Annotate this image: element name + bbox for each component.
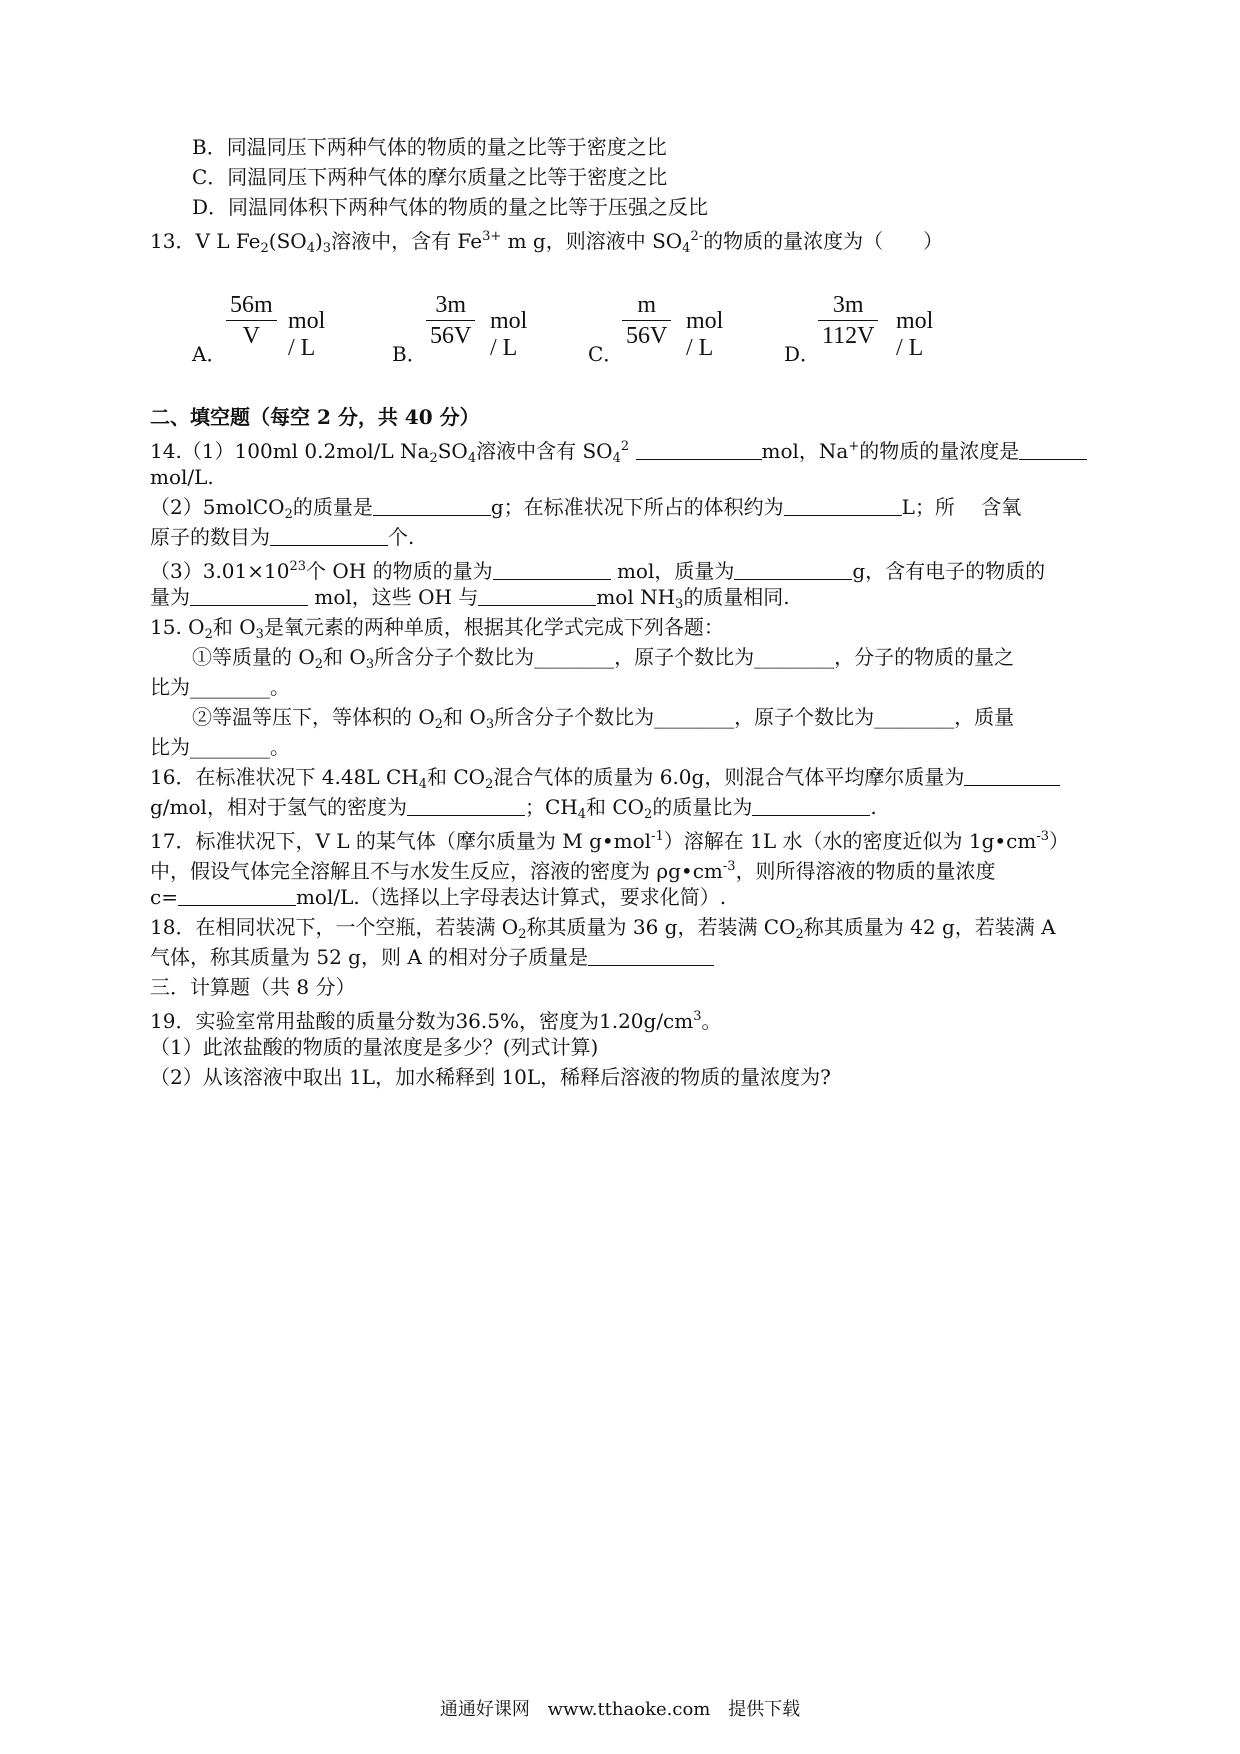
- answer-blank[interactable]: [270, 523, 388, 546]
- q14-text: g，含有电子的物质的: [852, 559, 1046, 583]
- q18-line2: [150, 942, 1100, 972]
- q14-text: mol，这些 OH 与: [314, 585, 479, 609]
- subscript: 4: [467, 451, 477, 466]
- q15-line5: 比为________。: [150, 735, 290, 759]
- numerator: 56m: [230, 292, 273, 318]
- footer-text: 提供下载: [728, 1699, 801, 1720]
- q19-line1: [150, 1002, 1100, 1036]
- option-letter: D．: [784, 342, 821, 366]
- q12-option-b: B．同温同压下两种气体的物质的量之比等于密度之比: [192, 135, 667, 159]
- answer-blank[interactable]: [178, 883, 296, 906]
- answer-blank[interactable]: [1019, 437, 1087, 460]
- page-footer: [0, 1695, 1240, 1721]
- q15-text: 和 O: [323, 645, 366, 669]
- q19-line2: （1）此浓盐酸的物质的量浓度是多少？(列式计算): [150, 1035, 599, 1059]
- subscript: 2: [644, 807, 653, 822]
- option-letter: C．: [588, 342, 624, 366]
- q16-text: .: [870, 795, 877, 819]
- answer-blank[interactable]: [493, 557, 611, 580]
- q16-text: 16．在标准状况下 4.48L CH: [150, 765, 419, 789]
- superscript: -3: [722, 859, 736, 874]
- q19-text: 。: [701, 1009, 722, 1033]
- q16-text: g/mol，相对于氢气的密度为: [150, 795, 407, 819]
- q14-text: 原子的数目为: [150, 525, 270, 549]
- denominator: 56V: [626, 323, 668, 349]
- q14-text: （3）3.01×10: [150, 559, 290, 583]
- answer-blank[interactable]: [734, 557, 852, 580]
- q18-text: 气体，称其质量为 52 g，则 A 的相对分子质量是: [150, 945, 589, 969]
- superscript: 3+: [482, 229, 502, 244]
- fraction: [818, 290, 878, 351]
- numerator: m: [637, 292, 656, 318]
- q18-text: 称其质量为 42 g，若装满 A: [803, 915, 1056, 939]
- q14-text: SO: [437, 439, 468, 463]
- q14-text: 个 OH 的物质的量为: [306, 559, 493, 583]
- q17-line3: [150, 882, 1100, 912]
- subscript: 3: [485, 717, 495, 732]
- q14-text: mol NH: [596, 585, 676, 609]
- q16-text: 和 CO: [585, 795, 645, 819]
- numerator: 3m: [435, 292, 466, 318]
- q17-text: ）: [1049, 829, 1070, 853]
- q13-text: 的物质的量浓度为（ ）: [703, 229, 944, 253]
- subscript: 2: [434, 717, 444, 732]
- subscript: 3: [365, 657, 375, 672]
- option-letter: B．: [392, 342, 427, 366]
- q15-text: 15. O: [150, 615, 205, 639]
- q15-text: ①等质量的 O: [192, 645, 315, 669]
- subscript: 4: [306, 241, 315, 256]
- q17-line2: [150, 852, 1100, 886]
- subscript: 4: [612, 451, 621, 466]
- answer-blank[interactable]: [636, 437, 762, 460]
- q17-text: c=: [150, 885, 178, 909]
- q13-text: (SO: [268, 229, 307, 253]
- q15-text: 所含分子个数比为________，原子个数比为________，质量: [494, 705, 1015, 729]
- q19-line3: （2）从该溶液中取出 1L，加水稀释到 10L，稀释后溶液的物质的量浓度为?: [150, 1065, 831, 1089]
- subscript: 2: [284, 507, 293, 522]
- subscript: 2: [429, 451, 438, 466]
- q14-line5: [150, 552, 1100, 586]
- q14-text: 的物质的量浓度是: [859, 439, 1020, 463]
- section2-title: 二、填空题（每空 2 分，共 40 分）: [150, 405, 480, 429]
- q17-text: 17．标准状况下，V L 的某气体（摩尔质量为 M g•mol: [150, 829, 652, 853]
- q14-text: （2）5molCO: [150, 495, 285, 519]
- q13-text: ): [314, 229, 323, 253]
- superscript: 23: [289, 559, 307, 574]
- q14-text: mol，质量为: [616, 559, 735, 583]
- subscript: 2: [518, 927, 527, 942]
- answer-blank[interactable]: [190, 583, 308, 606]
- superscript: -1: [651, 829, 664, 844]
- subscript: 2: [795, 927, 804, 942]
- subscript: 4: [577, 807, 586, 822]
- q16-text: 和 CO: [427, 765, 486, 789]
- answer-blank[interactable]: [407, 793, 525, 816]
- unit: mol / L: [288, 308, 326, 361]
- unit: mol / L: [896, 308, 934, 361]
- fraction: [426, 290, 475, 351]
- q17-text: ，则所得溶液的物质的量浓度: [735, 859, 996, 883]
- q14-text: 量为: [150, 585, 190, 609]
- q16-text: 混合气体的质量为 6.0g，则混合气体平均摩尔质量为: [493, 765, 965, 789]
- subscript: 4: [418, 777, 428, 792]
- q17-text: 中，假设气体完全溶解且不与水发生反应，溶液的密度为 ρg•cm: [150, 859, 723, 883]
- superscript: -3: [1036, 829, 1050, 844]
- q14-text: L；所 含氧: [901, 495, 1022, 519]
- section3-title: 三．计算题（共 8 分）: [150, 975, 356, 999]
- subscript: 4: [682, 241, 691, 256]
- q13-text: 13．V L Fe: [150, 229, 261, 253]
- denominator: V: [242, 323, 260, 349]
- option-letter: A．: [192, 342, 227, 366]
- superscript: +: [848, 439, 860, 454]
- q13-text: 溶液中，含有 Fe: [331, 229, 483, 253]
- subscript: 3: [255, 627, 264, 642]
- q14-text: g；在标准状况下所占的体积约为: [490, 495, 784, 519]
- q13-stem: [150, 222, 1100, 264]
- q19-text: 19．实验室常用盐酸的质量分数为36.5%，密度为1.20g/cm: [150, 1009, 694, 1033]
- subscript: 3: [675, 597, 684, 612]
- q15-text: 和 O: [443, 705, 486, 729]
- q14-text: 的质量相同.: [683, 585, 790, 609]
- q14-text: 14.（1）100ml 0.2mol/L Na: [150, 439, 430, 463]
- q14-text: 的质量是: [292, 495, 373, 519]
- q17-line1: [150, 822, 1100, 856]
- denominator: 112V: [822, 323, 875, 349]
- q18-text: 称其质量为 36 g，若装满 CO: [526, 915, 796, 939]
- q17-text: ）溶解在 1L 水（水的密度近似为 1g•cm: [663, 829, 1037, 853]
- footer-url[interactable]: www.tthaoke.com: [547, 1699, 711, 1720]
- q14-line4: [150, 522, 1100, 552]
- q14-text: 个.: [388, 525, 415, 549]
- fraction: [622, 290, 671, 351]
- q17-text: mol/L.（选择以上字母表达计算式，要求化简）.: [295, 885, 727, 909]
- answer-blank[interactable]: [588, 943, 714, 966]
- superscript: 2-: [690, 229, 704, 244]
- q15-text: ②等温等压下，等体积的 O: [192, 705, 435, 729]
- fraction: [226, 290, 277, 351]
- q15-text: 所含分子个数比为________，原子个数比为________，分子的物质的量之: [374, 645, 1015, 669]
- unit: mol / L: [490, 308, 528, 361]
- q16-text: ；CH: [524, 795, 578, 819]
- answer-blank[interactable]: [752, 793, 870, 816]
- footer-brand: 通通好课网: [439, 1699, 530, 1720]
- unit: mol / L: [686, 308, 724, 361]
- superscript: 3: [693, 1009, 702, 1024]
- answer-blank[interactable]: [373, 493, 491, 516]
- answer-blank[interactable]: [784, 493, 902, 516]
- q16-text: 的质量比为: [652, 795, 753, 819]
- q13-text: m g，则溶液中 SO: [501, 229, 683, 253]
- denominator: 56V: [430, 323, 472, 349]
- q15-text: 是氧元素的两种单质，根据其化学式完成下列各题：: [263, 615, 724, 639]
- subscript: 2: [260, 241, 269, 256]
- q15-text: 和 O: [212, 615, 256, 639]
- q14-line2: mol/L.: [150, 465, 214, 489]
- numerator: 3m: [832, 292, 864, 318]
- q12-option-c: C．同温同压下两种气体的摩尔质量之比等于密度之比: [192, 165, 668, 189]
- q12-option-d: D．同温同体积下两种气体的物质的量之比等于压强之反比: [192, 195, 709, 219]
- q15-line3: 比为________。: [150, 675, 290, 699]
- answer-blank[interactable]: [964, 763, 1060, 786]
- superscript: 2: [620, 439, 630, 454]
- subscript: 3: [322, 241, 332, 256]
- q18-text: 18．在相同状况下，一个空瓶，若装满 O: [150, 915, 519, 939]
- subscript: 2: [485, 777, 494, 792]
- subscript: 2: [204, 627, 213, 642]
- q13-options: [192, 290, 1032, 370]
- q14-text: 溶液中含有 SO: [476, 439, 613, 463]
- q14-text: mol，Na: [761, 439, 849, 463]
- answer-blank[interactable]: [478, 583, 596, 606]
- subscript: 2: [314, 657, 324, 672]
